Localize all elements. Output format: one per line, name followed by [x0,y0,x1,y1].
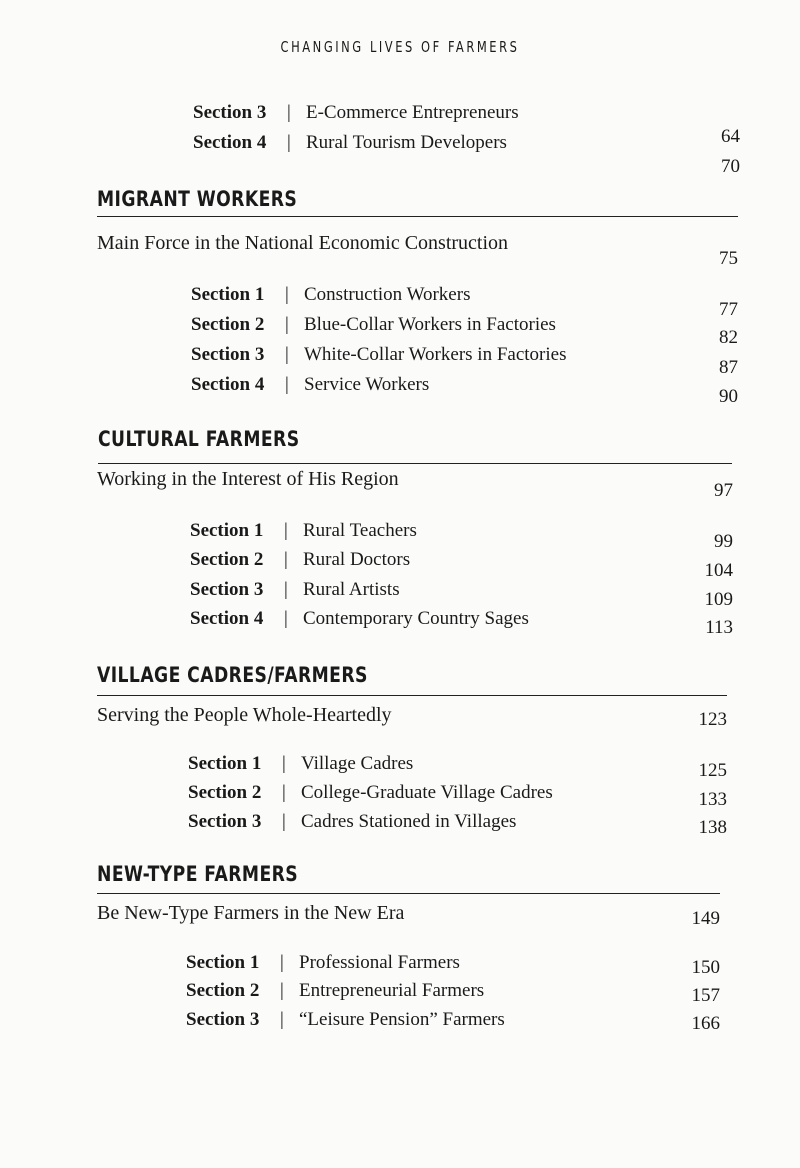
page-number: 125 [698,760,727,781]
section-title: Rural Tourism Developers [306,132,507,153]
separator-bar: | [285,314,289,335]
toc-section-row [190,579,610,607]
toc-section-row [191,344,611,372]
section-label: Section 2 [186,980,260,1001]
toc-section-row [186,952,606,980]
page-number: 70 [721,156,740,177]
page-number: 104 [704,560,733,581]
chapter-intro-page: 123 [698,709,727,730]
page-number: 90 [719,386,738,407]
page-number: 133 [698,789,727,810]
section-label: Section 3 [193,102,267,123]
chapter-heading: MIGRANT WORKERS [97,187,298,211]
section-label: Section 1 [188,753,262,774]
separator-bar: | [280,980,284,1001]
toc-section-row [191,374,611,402]
page-number: 77 [719,299,738,320]
chapter-rule [97,695,727,696]
section-title: Construction Workers [304,284,471,305]
chapter-intro-title: Main Force in the National Economic Construction [97,232,509,254]
page-number: 109 [704,589,733,610]
separator-bar: | [285,284,289,305]
section-title: Rural Teachers [303,520,417,541]
section-title: E-Commerce Entrepreneurs [306,102,519,123]
separator-bar: | [284,608,288,629]
page-number: 113 [705,617,733,638]
toc-section-row [186,980,606,1008]
chapter-intro-page: 75 [719,248,738,269]
separator-bar: | [282,811,286,832]
section-title: Contemporary Country Sages [303,608,529,629]
chapter-intro-title: Serving the People Whole-Heartedly [97,704,392,726]
separator-bar: | [287,132,291,153]
section-label: Section 1 [190,520,264,541]
separator-bar: | [280,1009,284,1030]
page-number: 157 [691,985,720,1006]
section-title: Service Workers [304,374,430,395]
chapter-intro-title: Working in the Interest of His Region [97,468,399,490]
separator-bar: | [282,782,286,803]
section-title: Rural Doctors [303,549,411,570]
toc-section-row [191,314,611,342]
toc-section-row [190,520,610,548]
section-title: College-Graduate Village Cadres [301,782,553,803]
page-number: 138 [698,817,727,838]
page-number: 64 [721,126,740,147]
page-number: 150 [691,957,720,978]
section-title: Professional Farmers [299,952,460,973]
section-label: Section 2 [188,782,262,803]
toc-section-row [188,782,608,810]
separator-bar: | [285,344,289,365]
section-label: Section 2 [191,314,265,335]
chapter-intro-page: 97 [714,480,733,501]
page-number: 166 [691,1013,720,1034]
page-number: 82 [719,327,738,348]
section-title: Rural Artists [303,579,400,600]
section-title: “Leisure Pension” Farmers [299,1009,505,1030]
separator-bar: | [282,753,286,774]
section-label: Section 3 [186,1009,260,1030]
section-title: Cadres Stationed in Villages [301,811,517,832]
separator-bar: | [284,579,288,600]
chapter-intro-title: Be New-Type Farmers in the New Era [97,902,405,924]
toc-section-row [191,284,611,312]
toc-section-row [193,102,613,130]
section-label: Section 1 [191,284,265,305]
separator-bar: | [284,549,288,570]
chapter-rule [98,463,732,464]
separator-bar: | [287,102,291,123]
section-label: Section 4 [190,608,264,629]
running-head: CHANGING LIVES OF FARMERS [280,38,520,56]
toc-section-row [186,1009,606,1037]
page-number: 87 [719,357,738,378]
section-title: Blue-Collar Workers in Factories [304,314,556,335]
section-label: Section 4 [191,374,265,395]
section-label: Section 3 [190,579,264,600]
toc-section-row [188,811,608,839]
section-label: Section 1 [186,952,260,973]
separator-bar: | [285,374,289,395]
separator-bar: | [280,952,284,973]
toc-section-row [190,608,610,636]
toc-section-row [190,549,610,577]
chapter-rule [97,893,720,894]
chapter-heading: VILLAGE CADRES/FARMERS [97,663,368,687]
section-label: Section 2 [190,549,264,570]
separator-bar: | [284,520,288,541]
section-title: White-Collar Workers in Factories [304,344,567,365]
page-number: 99 [714,531,733,552]
toc-section-row [193,132,613,160]
chapter-heading: CULTURAL FARMERS [98,427,300,451]
chapter-rule [97,216,738,217]
chapter-intro-page: 149 [691,908,720,929]
section-label: Section 4 [193,132,267,153]
chapter-heading: NEW-TYPE FARMERS [97,862,299,886]
section-label: Section 3 [188,811,262,832]
section-label: Section 3 [191,344,265,365]
section-title: Village Cadres [301,753,414,774]
section-title: Entrepreneurial Farmers [299,980,485,1001]
toc-section-row [188,753,608,781]
